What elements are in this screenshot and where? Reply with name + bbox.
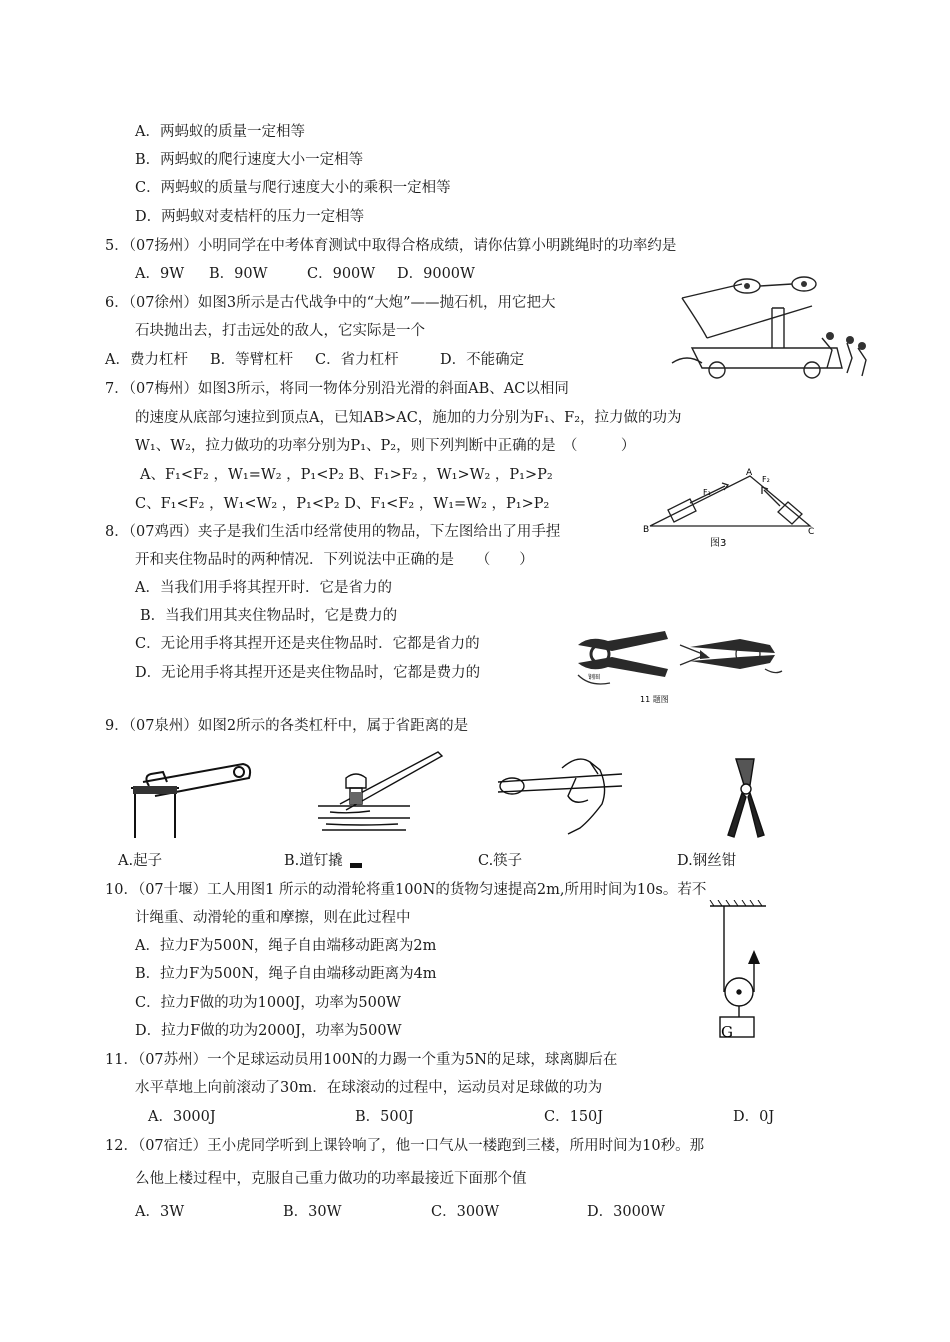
clip-figure bbox=[570, 625, 790, 705]
incline-caption: 图3 bbox=[710, 538, 727, 549]
q11-option-b: B．500J bbox=[355, 1109, 414, 1125]
q4-option-b: B．两蚂蚁的爬行速度大小一定相等 bbox=[135, 152, 364, 168]
q5-option-b: B．90W bbox=[209, 266, 268, 282]
q6-stem-line2: 石块抛出去，打击远处的敌人，它实际是一个 bbox=[135, 323, 425, 339]
q6-stem-line1: 6．（07徐州）如图3所示是古代战争中的“大炮”——抛石机，用它把大 bbox=[105, 295, 556, 311]
bottle-opener-figure bbox=[125, 752, 255, 842]
q9-label-a: A.起子 bbox=[118, 853, 163, 869]
q8-stem-line2: 开和夹住物品时的两种情况．下列说法中正确的是 （ ） bbox=[135, 552, 534, 568]
q9-label-c: C.筷子 bbox=[478, 853, 523, 869]
q8-option-c: C．无论用手将其捏开还是夹住物品时．它都是省力的 bbox=[135, 636, 480, 652]
q12-option-a: A．3W bbox=[135, 1204, 185, 1220]
chopsticks-figure bbox=[490, 748, 630, 840]
q11-option-d: D．0J bbox=[733, 1109, 775, 1125]
trebuchet-figure bbox=[662, 268, 872, 388]
incline-label-f2: F₂ bbox=[762, 475, 770, 484]
clip-caption: 11 题图 bbox=[640, 695, 669, 704]
incline-label-b: B bbox=[643, 525, 650, 535]
q12-option-b: B．30W bbox=[283, 1204, 342, 1220]
q11-stem-line1: 11．（07苏州）一个足球运动员用100N的力踢一个重为5N的足球，球离脚后在 bbox=[105, 1052, 618, 1068]
q12-stem-line1: 12．（07宿迁）王小虎同学听到上课铃响了，他一口气从一楼跑到三楼，所用时间为10秒。那 bbox=[105, 1138, 705, 1154]
q6-option-d: D．不能确定 bbox=[440, 352, 525, 368]
q6-option-a: A．费力杠杆 bbox=[105, 352, 188, 368]
crowbar-figure bbox=[310, 748, 450, 840]
q7-stem-line2: 的速度从底部匀速拉到顶点A，已知AB>AC，施加的力分别为F₁、F₂，拉力做的功为 bbox=[135, 410, 682, 426]
q11-option-c: C．150J bbox=[544, 1109, 604, 1125]
q8-option-b: B．当我们用其夹住物品时，它是费力的 bbox=[140, 608, 398, 624]
q8-stem-line1: 8．（07鸡西）夹子是我们生活巾经常使用的物品，下左图给出了用手捏 bbox=[105, 524, 561, 540]
q8-option-d: D．无论用手将其捏开还是夹住物品时，它都是费力的 bbox=[135, 665, 481, 681]
q5-option-d: D．9000W bbox=[397, 266, 475, 282]
q9-label-b: B.道钉撬 bbox=[284, 853, 343, 869]
q10-option-b: B．拉力F为500N，绳子自由端移动距离为4m bbox=[135, 966, 437, 982]
q11-option-a: A．3000J bbox=[148, 1109, 216, 1125]
q10-option-a: A．拉力F为500N，绳子自由端移动距离为2m bbox=[135, 938, 437, 954]
small-mark bbox=[350, 863, 362, 868]
q12-option-c: C．300W bbox=[431, 1204, 500, 1220]
svg-text:钢圈: 钢圈 bbox=[588, 674, 601, 681]
q5-stem: 5．（07扬州）小明同学在中考体育测试中取得合格成绩，请你估算小明跳绳时的功率约是 bbox=[105, 238, 677, 254]
q9-label-d: D.钢丝钳 bbox=[677, 853, 737, 869]
incline-label-a: A bbox=[746, 468, 753, 478]
pliers-figure bbox=[710, 755, 780, 841]
q7-stem-line1: 7．（07梅州）如图3所示，将同一物体分别沿光滑的斜面AB、AC以相同 bbox=[105, 381, 569, 397]
q9-stem: 9．（07泉州）如图2所示的各类杠杆中，属于省距离的是 bbox=[105, 718, 469, 734]
q7-stem-line3: W₁、W₂，拉力做功的功率分别为P₁、P₂，则下列判断中正确的是 （ ） bbox=[135, 438, 636, 454]
q6-option-b: B．等臂杠杆 bbox=[210, 352, 294, 368]
incline-label-c: C bbox=[808, 527, 815, 537]
incline-label-f1: F₁ bbox=[703, 488, 711, 497]
q10-stem-line1: 10．（07十堰）工人用图1 所示的动滑轮将重100N的货物匀速提高2m,所用时间为10s。若不 bbox=[105, 882, 707, 898]
q10-stem-line2: 计绳重、动滑轮的重和摩擦，则在此过程中 bbox=[135, 910, 411, 926]
q5-option-a: A．9W bbox=[135, 266, 185, 282]
q11-stem-line2: 水平草地上向前滚动了30m．在球滚动的过程中，运动员对足球做的功为 bbox=[135, 1080, 603, 1096]
q4-option-a: A．两蚂蚁的质量一定相等 bbox=[135, 124, 305, 140]
q7-options-ab: A、F₁<F₂ ，W₁=W₂ ，P₁<P₂ B、F₁>F₂ ，W₁>W₂ ，P₁>P₂ bbox=[140, 467, 553, 483]
q5-option-c: C．900W bbox=[307, 266, 376, 282]
pulley-figure bbox=[708, 900, 768, 1040]
q8-option-a: A．当我们用手将其捏开时．它是省力的 bbox=[135, 580, 392, 596]
q10-option-d: D．拉力F做的功为2000J，功率为500W bbox=[135, 1023, 402, 1039]
q7-options-cd: C、F₁<F₂ ，W₁<W₂ ，P₁<P₂ D、F₁<F₂ ，W₁=W₂ ，P₁>P₂ bbox=[135, 496, 550, 512]
q4-option-d: D．两蚂蚁对麦桔杆的压力一定相等 bbox=[135, 209, 365, 225]
q12-stem-line2: 么他上楼过程中，克服自己重力做功的功率最接近下面那个值 bbox=[135, 1171, 527, 1187]
q12-option-d: D．3000W bbox=[587, 1204, 665, 1220]
q4-option-c: C．两蚂蚁的质量与爬行速度大小的乘积一定相等 bbox=[135, 180, 451, 196]
incline-figure bbox=[640, 468, 820, 550]
pulley-label-g: G bbox=[721, 1023, 733, 1040]
q10-option-c: C．拉力F做的功为1000J，功率为500W bbox=[135, 995, 401, 1011]
q6-option-c: C．省力杠杆 bbox=[315, 352, 399, 368]
